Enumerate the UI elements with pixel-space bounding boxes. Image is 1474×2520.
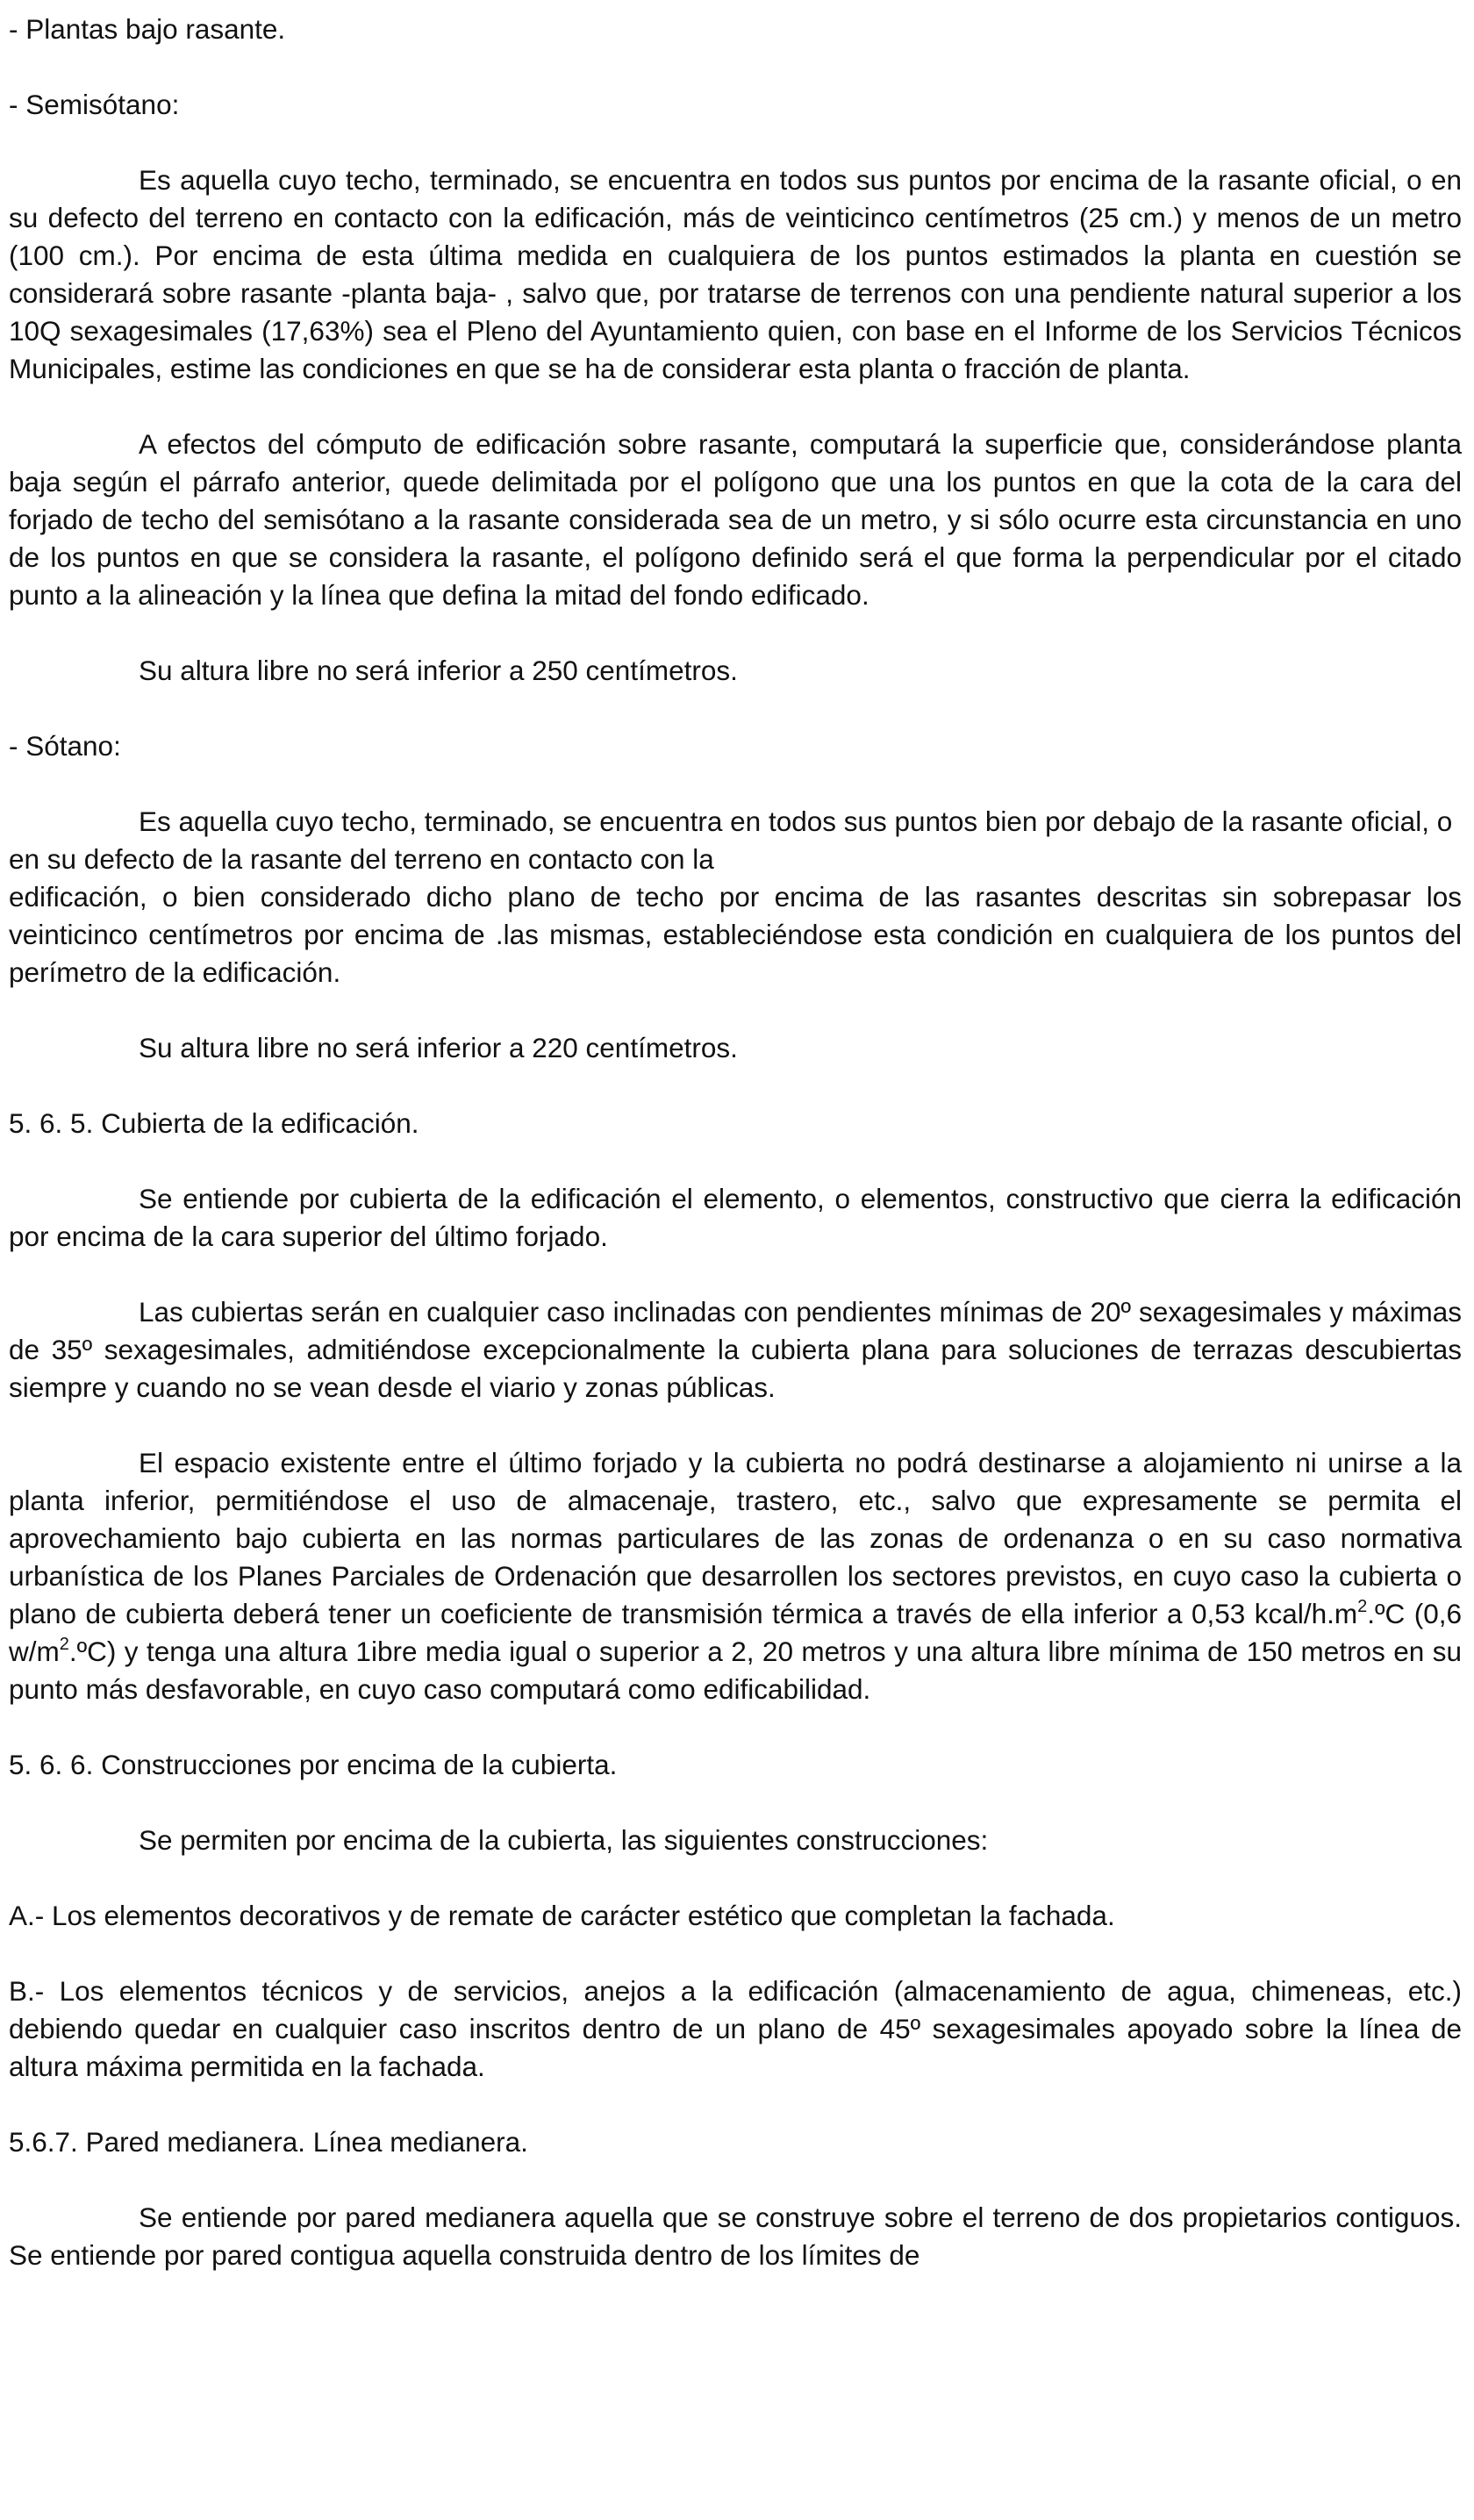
paragraph-altura-220: Su altura libre no será inferior a 220 centímetros.	[139, 1032, 738, 1063]
heading-plantas-bajo-rasante: - Plantas bajo rasante.	[9, 13, 286, 45]
paragraph-construcciones-permitidas: Se permiten por encima de la cubierta, las siguientes construcciones:	[139, 1824, 989, 1856]
text-segment: .ºC (0,6 w/m	[9, 1598, 1462, 1667]
paragraph-computo-edificacion: A efectos del cómputo de edificación sobre rasante, computará la superficie que, considerándose planta baja según el párrafo anterior, quede delimitada por el polígono que una los puntos en que la cota de la cara del forjado de techo del semisótano a la rasante considerada sea de un metro, y si sólo ocurre esta circunstancia en uno de los puntos en que se considera la rasante, el polígono definido será el que forma la perpendicular por el citado punto a la alineación y la línea que defina la mitad del fondo edificado.	[9, 428, 1462, 611]
heading-semisotano: - Semisótano:	[9, 89, 180, 120]
heading-cubierta-edificacion: 5. 6. 5. Cubierta de la edificación.	[9, 1107, 419, 1139]
text-segment: .ºC) y tenga una altura 1ibre media igual o superior a 2, 20 metros y una altura libre mínima de 150 metros en su punto más desfavorable, en cuyo caso computará como edificabilidad.	[9, 1636, 1462, 1705]
paragraph-cubiertas-inclinadas: Las cubiertas serán en cualquier caso inclinadas con pendientes mínimas de 20º sexagesimales y máximas de 35º sexagesimales, admitiéndose excepcionalmente la cubierta plana para soluciones de terrazas descubiertas siempre y cuando no se vean desde el viario y zonas públicas.	[9, 1296, 1462, 1403]
paragraph-altura-250: Su altura libre no será inferior a 250 centímetros.	[139, 655, 738, 686]
list-item-b: B.- Los elementos técnicos y de servicios, anejos a la edificación (almacenamiento de agua, chimeneas, etc.) debiendo quedar en cualquier caso inscritos dentro de un plano de 45º sexagesimales apoyado sobre la línea de altura máxima permitida en la fachada.	[9, 1975, 1462, 2082]
document-page	[9, 0, 1462, 2274]
paragraph-cubierta-definition: Se entiende por cubierta de la edificación el elemento, o elementos, constructivo que cierra la edificación por encima de la cara superior del último forjado.	[9, 1183, 1462, 1252]
heading-pared-medianera: 5.6.7. Pared medianera. Línea medianera.	[9, 2126, 528, 2158]
heading-construcciones-cubierta: 5. 6. 6. Construcciones por encima de la cubierta.	[9, 1749, 618, 1780]
paragraph-sotano-definition-part2: edificación, o bien considerado dicho plano de techo por encima de las rasantes descritas sin sobrepasar los veinticinco centímetros por encima de .las mismas, estableciéndose esta condición en cualquiera de los puntos del perímetro de la edificación.	[9, 881, 1462, 988]
text-segment: El espacio existente entre el último forjado y la cubierta no podrá destinarse a alojamiento ni unirse a la planta inferior, permitiéndose el uso de almacenaje, trastero, etc., salvo que expresamente se permita el aprovechamiento bajo cubierta en las normas particulares de las zonas de ordenanza o en su caso normativa urbanística de los Planes Parciales de Ordenación que desarrollen los sectores previstos, en cuyo caso la cubierta o plano de cubierta deberá tener un coeficiente de transmisión térmica a través de ella inferior a 0,53 kcal/h.m	[9, 1447, 1462, 1629]
heading-sotano: - Sótano:	[9, 730, 121, 762]
paragraph-semisotano-definition: Es aquella cuyo techo, terminado, se encuentra en todos sus puntos por encima de la rasante oficial, o en su defecto del terreno en contacto con la edificación, más de veinticinco centímetros (25 cm.) y menos de un metro (100 cm.). Por encima de esta última medida en cualquiera de los puntos estimados la planta en cuestión se considerará sobre rasante -planta baja- , salvo que, por tratarse de terrenos con una pendiente natural superior a los 10Q sexagesimales (17,63%) sea el Pleno del Ayuntamiento quien, con base en el Informe de los Servicios Técnicos Municipales, estime las condiciones en que se ha de considerar esta planta o fracción de planta.	[9, 164, 1462, 384]
paragraph-espacio-bajo-cubierta	[9, 1444, 1462, 1708]
list-item-a: A.- Los elementos decorativos y de remate de carácter estético que completan la fachada.	[9, 1900, 1115, 1931]
superscript: 2	[1357, 1597, 1368, 1616]
paragraph-pared-medianera: Se entiende por pared medianera aquella que se construye sobre el terreno de dos propietarios contiguos. Se entiende por pared contigua aquella construida dentro de los límites de	[9, 2201, 1462, 2271]
superscript: 2	[59, 1635, 69, 1654]
paragraph-sotano-definition-part1: Es aquella cuyo techo, terminado, se encuentra en todos sus puntos bien por debajo de la rasante oficial, o en su defecto de la rasante del terreno en contacto con la	[9, 805, 1453, 875]
